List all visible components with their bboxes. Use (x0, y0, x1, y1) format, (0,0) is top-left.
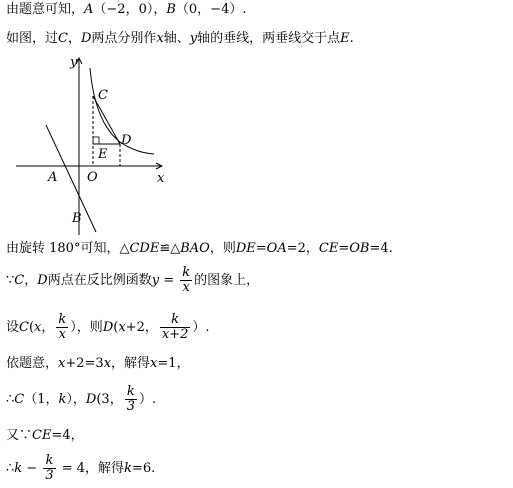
text: = (159, 273, 179, 288)
var-y: y (151, 273, 160, 288)
text: 由旋转 180°可知，△ (6, 241, 130, 256)
seg-ce: CE (318, 241, 339, 256)
numerator: k (58, 312, 67, 327)
text: =2， (286, 241, 319, 256)
text: 两点在反比例函数 (47, 273, 152, 288)
text: =6. (131, 461, 156, 476)
label-o: O (87, 170, 98, 185)
text: = (338, 241, 350, 256)
var-c: C (14, 273, 25, 288)
line-1 (6, 1, 246, 19)
text: 轴、 (163, 31, 190, 46)
triangle-cde: CDE (129, 241, 160, 256)
label-d: D (121, 133, 132, 148)
right-angle-mark (93, 137, 99, 144)
numerator: k (43, 454, 55, 469)
point-a-label: A (84, 2, 94, 17)
text: − (22, 461, 42, 476)
point-a-coords: （−2，0）， (93, 2, 167, 17)
text: ， (67, 31, 81, 46)
text: = 4，解得 (57, 461, 125, 476)
text: ( (113, 320, 119, 335)
var-d: D (85, 392, 97, 407)
fraction-k-over-x (56, 313, 68, 342)
var-c: C (19, 320, 29, 335)
var-x: x (118, 320, 126, 335)
triangle-bao: BAO (180, 241, 210, 256)
fraction-k-over-3 (125, 385, 137, 414)
text: 的图象上， (194, 273, 260, 288)
seg-ob: OB (349, 241, 370, 256)
text: ），则 (70, 320, 103, 335)
text: ）. (192, 320, 210, 335)
text: ( (28, 320, 35, 335)
seg-oa: OA (266, 241, 287, 256)
text: = (255, 241, 267, 256)
fraction-k-over-x-plus-2 (160, 313, 191, 342)
numerator: k (160, 313, 191, 328)
text: ， (24, 273, 38, 288)
label-y: y (70, 55, 78, 70)
seg-de: DE (235, 241, 256, 256)
denominator: 3 (45, 468, 54, 483)
text: =4， (51, 428, 84, 443)
numerator: k (125, 385, 137, 400)
label-x: x (157, 171, 165, 186)
text: 两点分别作 (91, 31, 157, 46)
line-5 (6, 313, 209, 342)
text: ， (41, 320, 55, 335)
text: ∴ (6, 461, 15, 476)
var-x: x (58, 356, 66, 371)
text: ∵ (6, 273, 15, 288)
label-c: C (98, 88, 108, 103)
denominator: x (58, 327, 67, 342)
text: +2， (125, 320, 158, 335)
line-6 (6, 355, 190, 373)
var-k: k (14, 461, 23, 476)
line-2 (6, 30, 354, 48)
seg-ce: CE (32, 428, 52, 443)
fraction-k-over-3 (43, 454, 55, 483)
label-a: A (48, 170, 58, 185)
line-9 (6, 454, 155, 483)
point-b-label: B (166, 2, 176, 17)
text: 又∵ (6, 428, 33, 443)
var-c: C (14, 392, 25, 407)
text: =1， (157, 356, 190, 371)
text: 轴的垂线，两垂线交于点 (197, 31, 341, 46)
text: （1， (24, 392, 59, 407)
text: . (349, 31, 354, 46)
var-e: E (340, 31, 350, 46)
denominator: x (182, 280, 190, 295)
point-b-coords: （0，−4）. (175, 2, 247, 17)
text: +2=3 (65, 356, 104, 371)
text: ）， (66, 392, 86, 407)
numerator: k (182, 265, 191, 280)
var-k: k (58, 392, 67, 407)
var-d: D (102, 320, 114, 335)
var-d: D (37, 273, 48, 288)
var-x: x (156, 31, 164, 46)
label-e: E (98, 147, 108, 162)
text: (3， (96, 392, 123, 407)
var-x: x (103, 356, 112, 371)
coordinate-figure (14, 50, 174, 235)
text: ，解得 (111, 356, 151, 371)
line-4 (6, 266, 259, 295)
var-x: x (150, 356, 158, 371)
text: 由题意可知， (6, 2, 85, 17)
var-c: C (58, 31, 68, 46)
text: 设 (6, 320, 20, 335)
var-d: D (80, 31, 92, 46)
var-k: k (124, 461, 132, 476)
text: ，则 (209, 241, 236, 256)
denominator: 3 (126, 399, 135, 414)
text: ≌△ (159, 241, 181, 256)
text: 依题意， (6, 356, 59, 371)
fraction-k-over-x (180, 266, 192, 295)
line-7 (6, 385, 156, 414)
line-3 (6, 240, 393, 258)
text: =4. (369, 241, 393, 256)
text: ∴ (6, 392, 15, 407)
var-y: y (189, 31, 198, 46)
denominator: x+2 (161, 327, 189, 342)
line-8 (6, 427, 84, 445)
var-x: x (34, 320, 42, 335)
text: 如图，过 (6, 31, 59, 46)
label-b: B (72, 211, 82, 226)
text: ）. (138, 392, 157, 407)
